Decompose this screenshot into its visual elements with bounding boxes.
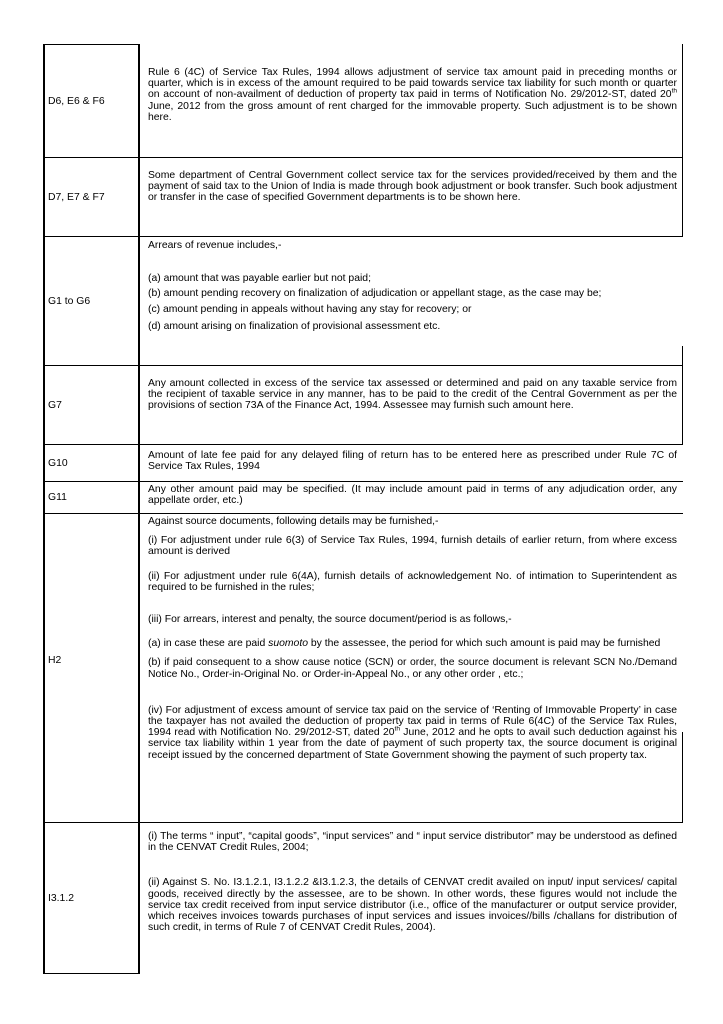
description-text: June, 2012 from the gross amount of rent charged for the immovable property. Such adjustment is to be shown here. [148,100,677,123]
ordinal-suffix: th [394,725,400,733]
row-code: H2 [48,655,62,666]
table-row [43,445,683,481]
paragraph: (ii) For adjustment under rule 6(4A), furnish details of acknowledgement No. of intimation to Superintendent as required to be furnished in the rules; [148,570,677,593]
table-row [43,366,683,444]
description-text: Rule 6 (4C) of Service Tax Rules, 1994 allows adjustment of service tax amount paid in preceding months or quarter, which is in excess of the amount required to be paid towards service tax liability for such month or quarter on account of non-availment of deduction of property tax paid in terms of Notification No. 29/2012-ST, dated 20 [148,67,677,101]
paragraph-text: by the assessee, the period for which such amount is paid may be furnished [308,638,661,650]
description-text: Any other amount paid may be specified. (It may include amount paid in terms of any adjudication order, any appellate order, etc.) [148,484,677,507]
paragraph-text: (iv) For adjustment of excess amount of service tax paid on the service of ‘Renting of Immovable Property’ in case the taxpayer has not availed the deduction of property tax paid in terms of Rule 6(4C) of the Service Tax Rules, 1994 read with Notification No. 29/2012-ST, dated 20 [148,704,677,739]
row-code: D7, E7 & F7 [48,191,105,203]
list-item: (a) amount that was payable earlier but not paid; [148,273,371,285]
description-intro: Against source documents, following details may be furnished,- [148,516,439,527]
list-item: (b) amount pending recovery on finalization of adjudication or appellant stage, as the case may be; [148,288,602,300]
description-intro: Arrears of revenue includes,- [148,240,282,251]
row-code: G1 to G6 [48,295,91,307]
row-description [143,45,683,157]
row-description [143,158,683,236]
row-code: G10 [48,457,68,469]
description-text: Any amount collected in excess of the service tax assessed or determined and paid on any taxable service from the recipient of taxable service in any manner, has to be paid to the credit of the Central Government as per the provisions of section 73A of the Finance Act, 1994. Assessee may furnish such amount here. [148,378,677,412]
paragraph [148,638,677,649]
row-description [143,823,683,973]
paragraph: (i) For adjustment under rule 6(3) of Service Tax Rules, 1994, furnish details of earlier return, from where excess amount is derived [148,535,677,558]
row-code: I3.1.2 [48,892,74,904]
row-code: G11 [48,492,67,503]
table-row [43,514,683,822]
row-code: D6, E6 & F6 [48,95,105,107]
ordinal-suffix: th [671,87,677,95]
description-text: Amount of late fee paid for any delayed filing of return has to be entered here as prescribed under Rule 7C of Service Tax Rules, 1994 [148,450,677,473]
table-row [43,482,683,513]
list-item: (c) amount pending in appeals without having any stay for recovery; or [148,303,472,315]
paragraph: (ii) Against S. No. I3.1.2.1, I3.1.2.2 &I3.1.2.3, the details of CENVAT credit availed on input/ input services/ capital goods, received directly by the assessee, are to be shown. In other words, these figures would not include the service tax credit received from input service distributor (i.e., office of the manufacturer or output service provider, which receives invoices towards purchases of input services and issues invoices//bills /challans for distribution of such credit, in terms of Rule 7 of CENVAT Credit Rules, 2004). [148,877,677,934]
table-row [43,237,683,365]
paragraph-text: June, 2012 and he opts to avail such deduction against his service tax liability within 1 year from the date of payment of such property tax, the source document is original receipt issued by the concerned department of State Government showing the payment of such property tax. [148,727,677,761]
table-row [43,45,683,157]
table-bottom-border [43,973,140,974]
paragraph [148,705,677,761]
row-description [143,482,683,513]
paragraph: (b) if paid consequent to a show cause notice (SCN) or order, the source document is relevant SCN No./Demand Notice No., Order-in-Original No. or Order-in-Appeal No., or any other order , etc.; [148,657,677,680]
row-description [143,514,683,822]
list-item: (d) amount arising on finalization of provisional assessment etc. [148,320,441,332]
description-text: Some department of Central Government collect service tax for the services provided/received by them and the payment of said tax to the Union of India is made through book adjustment or book transfer. Such book adjustment or transfer in the case of specified Government departments is to be shown here. [148,170,677,204]
row-code: G7 [48,399,62,411]
paragraph-text: (a) in case these are paid [148,638,269,650]
paragraph: (iii) For arrears, interest and penalty, the source document/period is as follows,- [148,614,512,626]
paragraph: (i) The terms “ input”, “capital goods”, “input services” and “ input service distributor” may be understood as defined in the CENVAT Credit Rules, 2004; [148,831,677,854]
row-description [143,445,683,481]
table-row [43,823,683,973]
row-description [143,366,683,444]
emphasis-text: suomoto [268,638,308,650]
table-row [43,158,683,236]
row-description [143,237,683,365]
